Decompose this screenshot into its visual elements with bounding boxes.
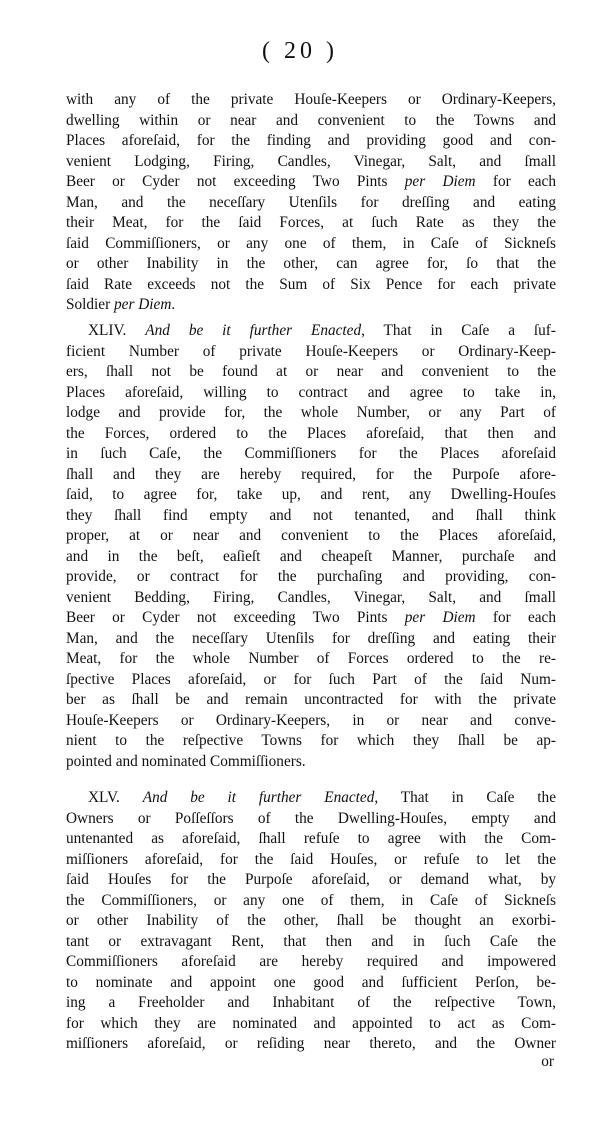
text-line: miſſioners aforeſaid, for the ſaid Houſes, or refuſe to let the bbox=[66, 850, 556, 868]
text-line: Houſe-Keepers or Ordinary-Keepers, in or near and conve- bbox=[66, 711, 556, 729]
text-line: dwelling within or near and convenient to the Towns and bbox=[66, 111, 556, 129]
text-line: in ſuch Caſe, the Commiſſioners for the Places aforeſaid bbox=[66, 445, 556, 462]
text-line: ſpective Places aforeſaid, or for ſuch Part of the ſaid Num- bbox=[66, 670, 556, 688]
text-line: ing a Freeholder and Inhabitant of the reſpective Town, bbox=[66, 994, 556, 1011]
text-line: Soldier per Diem. bbox=[66, 296, 176, 313]
text-line: Owners or Poſſeſſors of the Dwelling-Houſes, empty and bbox=[66, 809, 556, 827]
text-line: Beer or Cyder not exceeding Two Pints per Diem for each bbox=[66, 173, 556, 190]
text-line: ſaid Commiſſioners, or any one of them, in Caſe of Sickneſs bbox=[66, 234, 556, 252]
text-line: they ſhall find empty and not tenanted, and ſhall think bbox=[66, 506, 556, 524]
text-line: proper, at or near and convenient to the Places aforeſaid, bbox=[66, 527, 556, 544]
text-line: ficient Number of private Houſe-Keepers or Ordinary-Keep- bbox=[66, 342, 556, 360]
text-line: Commiſſioners aforeſaid are hereby required and impowered bbox=[66, 953, 556, 970]
text-line: untenanted as aforeſaid, ſhall refuſe to agree with the Com- bbox=[66, 830, 556, 847]
text-line: for which they are nominated and appointed to act as Com- bbox=[66, 1014, 556, 1032]
text-line: Man, and the neceſſary Utenſils for dreſſing and eating bbox=[66, 193, 556, 211]
text-line: and in the beſt, eaſieſt and cheapeſt Manner, purchaſe and bbox=[66, 547, 556, 565]
text-line: ſaid, to agree for, take up, and rent, any Dwelling-Houſes bbox=[66, 486, 556, 503]
text-line: Places aforeſaid, willing to contract and agree to take in, bbox=[66, 383, 556, 401]
text-line: venient Lodging, Firing, Candles, Vinegar, Salt, and ſmall bbox=[66, 152, 556, 170]
paragraph-1 bbox=[66, 90, 556, 316]
text-line: or other Inability in the other, can agree for, ſo that the bbox=[66, 255, 556, 272]
text-line: miſſioners aforeſaid, or reſiding near thereto, and the Owner bbox=[66, 1035, 556, 1052]
text-line: to nominate and appoint one good and ſufficient Perſon, be- bbox=[66, 973, 556, 991]
text-line: Places aforeſaid, for the finding and providing good and con- bbox=[66, 132, 556, 149]
section-heading-line: XLIV. And be it further Enacted, That in Caſe a ſuf- bbox=[88, 322, 556, 339]
text-line: the Commiſſioners, or any one of them, in Caſe of Sickneſs bbox=[66, 891, 556, 909]
text-line: the Forces, ordered to the Places aforeſaid, that then and bbox=[66, 424, 556, 442]
text-line: ſaid Rate exceeds not the Sum of Six Pence for each private bbox=[66, 275, 556, 293]
page-number: ( 20 ) bbox=[262, 38, 338, 64]
catchword: or bbox=[541, 1053, 554, 1070]
text-line: provide, or contract for the purchaſing and providing, con- bbox=[66, 568, 556, 585]
paragraph-2 bbox=[66, 321, 556, 772]
text-line: Man, and the neceſſary Utenſils for dreſſing and eating their bbox=[66, 629, 556, 647]
paragraph-3 bbox=[66, 788, 556, 1055]
text-line: ſhall and they are hereby required, for the Purpoſe afore- bbox=[66, 465, 556, 483]
text-line: pointed and nominated Commiſſioners. bbox=[66, 752, 306, 770]
text-line: with any of the private Houſe-Keepers or Ordinary-Keepers, bbox=[66, 91, 556, 108]
text-line: lodge and provide for, the whole Number, or any Part of bbox=[66, 404, 556, 421]
text-line: ers, ſhall not be found at or near and convenient to the bbox=[66, 363, 556, 380]
text-line: venient Bedding, Firing, Candles, Vinegar, Salt, and ſmall bbox=[66, 588, 556, 606]
text-line: ſaid Houſes for the Purpoſe aforeſaid, or demand what, by bbox=[66, 871, 556, 888]
section-heading-line: XLV. And be it further Enacted, That in Caſe the bbox=[88, 789, 556, 806]
text-line: nient to the reſpective Towns for which they ſhall be ap- bbox=[66, 732, 556, 749]
text-line: Meat, for the whole Number of Forces ordered to the re- bbox=[66, 650, 556, 667]
text-line: or other Inability of the other, ſhall be thought an exorbi- bbox=[66, 912, 556, 929]
text-line: ber as ſhall be and remain uncontracted for with the private bbox=[66, 691, 556, 708]
text-line: their Meat, for the ſaid Forces, at ſuch Rate as they the bbox=[66, 214, 556, 231]
text-line: Beer or Cyder not exceeding Two Pints per Diem for each bbox=[66, 609, 556, 626]
text-line: tant or extravagant Rent, that then and in ſuch Caſe the bbox=[66, 932, 556, 950]
